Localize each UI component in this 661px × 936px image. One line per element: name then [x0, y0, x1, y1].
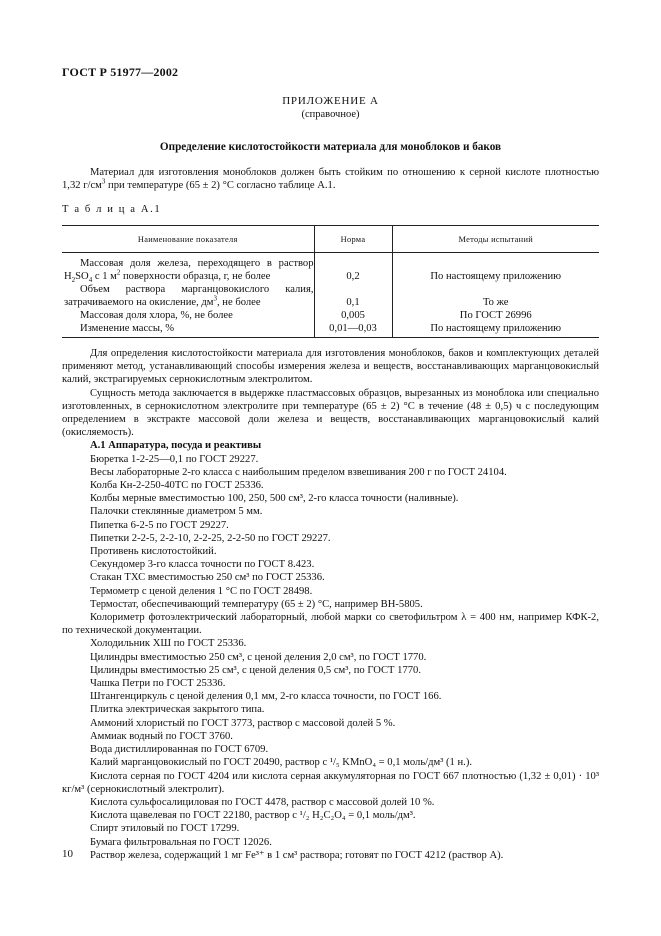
list-item: Бюретка 1-2-25—0,1 по ГОСТ 29227.: [90, 453, 259, 465]
table-row: [62, 283, 599, 309]
row-name: Изменение массы, %: [62, 322, 314, 338]
body-text: [62, 347, 599, 862]
section-title: Определение кислотостойкости материала для моноблоков и баков: [159, 141, 502, 153]
row-norm: 0,1: [314, 283, 392, 309]
list-item: Термометр с ценой деления 1 °С по ГОСТ 28498.: [90, 585, 313, 597]
table-row: [62, 309, 599, 322]
list-item: Цилиндры вместимостью 250 см³, с ценой деления 2,0 см³, по ГОСТ 1770.: [90, 651, 427, 663]
list-item: Раствор железа, содержащий 1 мг Fe³⁺ в 1 см³ раствора; готовят по ГОСТ 4212 (раствор А).: [90, 849, 504, 861]
table-row: [62, 322, 599, 338]
row-name: Массовая доля хлора, %, не более: [80, 310, 233, 321]
row-method: По настоящему приложению: [392, 322, 599, 338]
list-item: Холодильник ХШ по ГОСТ 25336.: [90, 638, 247, 650]
row-method: По ГОСТ 26996: [392, 309, 599, 322]
list-item: Кислота щавелевая по ГОСТ 22180, раствор c ¹/₂ H₂C₂O₄ = 0,1 моль/дм³.: [90, 810, 416, 822]
intro-text-b: при температуре (65 ± 2) °С согласно таблице А.1.: [105, 180, 336, 192]
list-item: Палочки стеклянные диаметром 5 мм.: [90, 506, 263, 518]
list-item: Кислота серная по ГОСТ 4204 или кислота серная аккумуляторная по ГОСТ 667 плотностью (1,32 ± 0,01) · 10³ кг/м³ (сернокислотный электролит).: [62, 770, 599, 795]
header-indicator: Наименование показателя: [62, 226, 314, 253]
row-method: По настоящему приложению: [392, 253, 599, 284]
list-item: Бумага фильтровальная по ГОСТ 12026.: [90, 836, 272, 848]
list-item: Плитка электрическая закрытого типа.: [90, 704, 265, 716]
list-item: Аммиак водный по ГОСТ 3760.: [90, 730, 233, 742]
header-methods: Методы испытаний: [392, 226, 599, 253]
list-item: Секундомер 3-го класса точности по ГОСТ 8.423.: [90, 559, 315, 571]
row-name: Массовая доля железа, переходящего в раствор $H_2SO_4$ с 1 $м^2$ поверхности образца, г, не более: [64, 258, 314, 285]
paragraph: Сущность метода заключается в выдержке пластмассовых образцов, вырезанных из моноблока или специально изготовленных, в сернокислотном электролите при температуре (65 ± 2) °С в течение (48 ± 0,5) ч с последующим определением в экстракте массовой доли железа и веществ, восстанавливающих марганцовокислый калий (окисляемость).: [62, 387, 599, 439]
row-norm: 0,2: [314, 253, 392, 284]
intro-paragraph: Материал для изготовления моноблоков должен быть стойким по отношению к серной кислоте плотностью 1,32 $г/см^3$ при температуре (65 ± 2) °С согласно таблице А.1.: [62, 167, 599, 192]
table-row: [62, 253, 599, 284]
list-item: Калий марганцовокислый по ГОСТ 20490, раствор c ¹/₅ KMnO₄ = 0,1 моль/дм³ (1 н.).: [90, 757, 472, 769]
list-item: Штангенциркуль с ценой деления 0,1 мм, 2-го класса точности, по ГОСТ 166.: [90, 691, 442, 703]
list-item: Пипетки 2-2-5, 2-2-10, 2-2-25, 2-2-50 по ГОСТ 29227.: [90, 532, 331, 544]
intro-text-a: Материал для изготовления моноблоков должен быть стойким по отношению к серной кислоте плотностью 1,32 г/см: [62, 167, 599, 192]
subsection-heading: А.1 Аппаратура, посуда и реактивы: [90, 440, 262, 452]
list-item: Пипетка 6-2-5 по ГОСТ 29227.: [90, 519, 229, 531]
table-header-row: [62, 226, 599, 253]
list-item: Кислота сульфосалициловая по ГОСТ 4478, раствор с массовой долей 10 %.: [90, 796, 435, 808]
list-item: Термостат, обеспечивающий температуру (65 ± 2) °С, например ВН-5805.: [90, 598, 423, 610]
appendix-label: ПРИЛОЖЕНИЕ А: [282, 95, 379, 107]
document-header: ГОСТ Р 51977—2002: [62, 65, 179, 79]
row-name: Объем раствора марганцовокислого калия, затрачиваемого на окисление, $дм^3$, не более: [64, 284, 314, 308]
row-norm: 0,005: [314, 309, 392, 322]
appendix-note: (справочное): [301, 109, 360, 120]
list-item: Колбы мерные вместимостью 100, 250, 500 см³, 2-го класса точности (наливные).: [90, 493, 459, 505]
appendix-heading: [62, 95, 599, 121]
page-number: 10: [62, 848, 73, 860]
list-item: Вода дистиллированная по ГОСТ 6709.: [90, 744, 269, 756]
list-item: Колба Кн-2-250-40ТС по ГОСТ 25336.: [90, 480, 264, 492]
list-item: Цилиндры вместимостью 25 см³, с ценой деления 0,5 см³, по ГОСТ 1770.: [90, 664, 421, 676]
row-method: То же: [392, 283, 599, 309]
list-item: Чашка Петри по ГОСТ 25336.: [90, 678, 226, 690]
list-item: Весы лабораторные 2-го класса с наибольшим пределом взвешивания 200 г по ГОСТ 24104.: [90, 466, 507, 478]
table-caption: Т а б л и ц а А.1: [62, 204, 162, 215]
list-item: Противень кислотостойкий.: [90, 546, 217, 558]
document-page: [62, 0, 599, 936]
list-item: Колориметр фотоэлектрический лабораторный, любой марки со светофильтром λ = 400 нм, например КФК-2, по технической документации.: [62, 612, 599, 637]
header-norm: Норма: [314, 226, 392, 253]
data-table: [62, 225, 599, 338]
paragraph: Для определения кислотостойкости материала для изготовления моноблоков, баков и комплектующих деталей применяют метод, устанавливающий способы измерения железа и веществ, восстанавливающих марганцовокислый калий, экстрагируемых сернокислотным электролитом.: [62, 348, 599, 386]
row-norm: 0,01—0,03: [314, 322, 392, 338]
equipment-list: [62, 453, 599, 862]
list-item: Спирт этиловый по ГОСТ 17299.: [90, 823, 240, 835]
list-item: Стакан ТХС вместимостью 250 см³ по ГОСТ 25336.: [90, 572, 325, 584]
list-item: Аммоний хлористый по ГОСТ 3773, раствор с массовой долей 5 %.: [90, 717, 396, 729]
